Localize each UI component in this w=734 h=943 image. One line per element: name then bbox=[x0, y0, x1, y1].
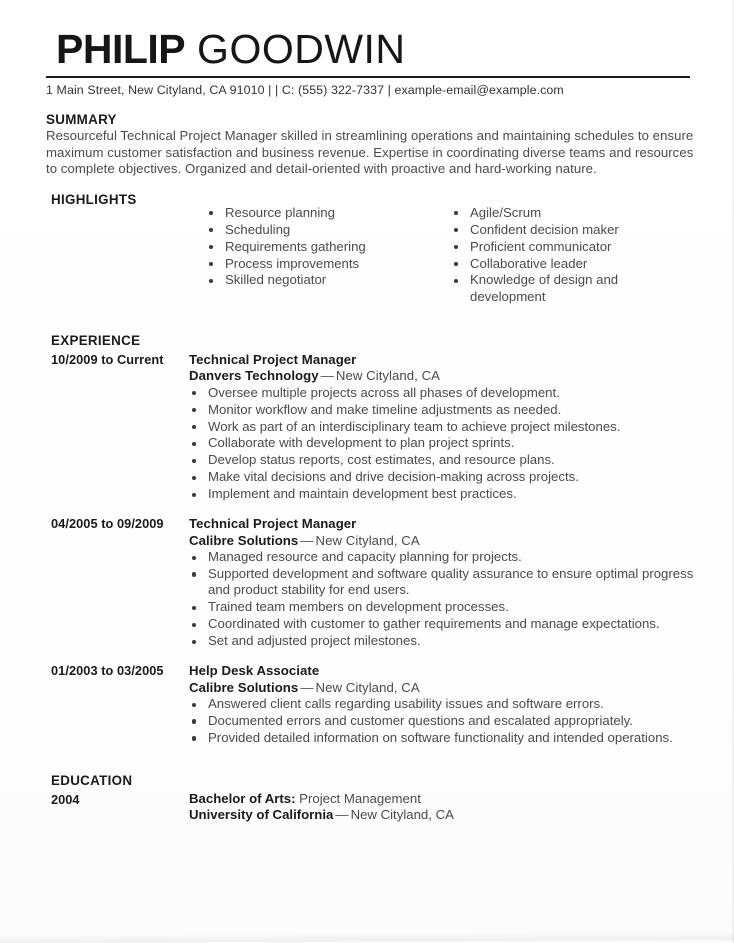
job-company-line bbox=[189, 368, 694, 385]
list-item: Agile/Scrum bbox=[451, 205, 691, 221]
header-divider bbox=[46, 76, 690, 78]
job-company: Calibre Solutions bbox=[189, 679, 299, 695]
job-dates: 01/2003 to 03/2005 bbox=[51, 663, 164, 678]
list-item: Supported development and software quality assurance to ensure optimal progress and product stability for end users. bbox=[189, 566, 694, 599]
list-item: Answered client calls regarding usability issues and software errors. bbox=[189, 696, 694, 712]
list-item: Process improvements bbox=[206, 256, 451, 272]
job-location: New Cityland, CA bbox=[315, 532, 420, 548]
list-item: Resource planning bbox=[206, 205, 451, 221]
highlights-column-1 bbox=[206, 205, 451, 306]
job-title: Technical Project Manager bbox=[189, 516, 357, 532]
education-left-column bbox=[51, 772, 189, 824]
separator-dash: — bbox=[335, 807, 349, 823]
job-company-line bbox=[189, 680, 694, 697]
summary-text: Resourceful Technical Project Manager skilled in streamlining operations and maintaining schedules to ensure maximum customer satisfaction and business revenue. Expertise in coordinating diverse teams and resources to complete objectives. Organized and detail-oriented with proactive and hard-working nature. bbox=[46, 128, 694, 177]
list-item: Scheduling bbox=[206, 222, 451, 238]
job-title: Technical Project Manager bbox=[189, 351, 357, 367]
list-item: Work as part of an interdisciplinary team to achieve project milestones. bbox=[189, 419, 694, 435]
list-item: Knowledge of design and development bbox=[451, 272, 691, 305]
candidate-name bbox=[56, 26, 694, 72]
job-dates: 10/2009 to Current bbox=[51, 351, 164, 367]
list-item: Coordinated with customer to gather requirements and manage expectations. bbox=[189, 616, 694, 632]
list-item: Monitor workflow and make timeline adjustments as needed. bbox=[189, 402, 694, 418]
list-item: Managed resource and capacity planning for projects. bbox=[189, 549, 694, 565]
summary-section bbox=[46, 111, 694, 178]
contact-line: 1 Main Street, New Cityland, CA 91010 | | C: (555) 322-7337 | example-email@example.com bbox=[46, 83, 564, 97]
education-degree-line bbox=[189, 791, 694, 808]
education-details bbox=[189, 772, 694, 824]
job-company-line bbox=[189, 533, 694, 550]
page-edge-shadow-bottom bbox=[0, 932, 734, 943]
summary-heading: SUMMARY bbox=[46, 112, 117, 127]
last-name: GOODWIN bbox=[197, 26, 406, 72]
experience-entry bbox=[46, 352, 694, 503]
separator-dash: — bbox=[320, 368, 334, 384]
list-item: Proficient communicator bbox=[451, 239, 691, 255]
highlights-label-spacer bbox=[46, 191, 206, 306]
education-school-line bbox=[189, 807, 694, 824]
degree-label: Bachelor of Arts: bbox=[189, 790, 296, 806]
job-company: Danvers Technology bbox=[189, 368, 319, 384]
separator-dash: — bbox=[300, 679, 314, 695]
school-name: University of California bbox=[189, 807, 334, 823]
education-year: 2004 bbox=[51, 791, 80, 807]
education-heading: EDUCATION bbox=[51, 772, 133, 788]
list-item: Implement and maintain development best practices. bbox=[189, 486, 694, 502]
list-item: Collaborative leader bbox=[451, 256, 691, 272]
experience-heading: EXPERIENCE bbox=[51, 332, 141, 348]
first-name: PHILIP bbox=[56, 26, 186, 72]
highlights-section bbox=[46, 191, 694, 306]
experience-entry bbox=[46, 516, 694, 650]
list-item: Skilled negotiator bbox=[206, 272, 451, 288]
job-title: Help Desk Associate bbox=[189, 663, 320, 678]
education-section bbox=[46, 772, 694, 824]
list-item: Requirements gathering bbox=[206, 239, 451, 255]
list-item: Make vital decisions and drive decision-making across projects. bbox=[189, 469, 694, 485]
separator-dash: — bbox=[300, 532, 314, 548]
job-details bbox=[189, 516, 694, 650]
degree-field: Project Management bbox=[299, 790, 421, 806]
job-dates: 04/2005 to 09/2009 bbox=[51, 516, 164, 532]
experience-section bbox=[46, 332, 694, 747]
job-bullet-list bbox=[189, 696, 694, 746]
highlights-heading: HIGHLIGHTS bbox=[51, 191, 137, 207]
job-details bbox=[189, 352, 694, 503]
list-item: Provided detailed information on software functionality and intended operations. bbox=[189, 730, 694, 746]
list-item: Set and adjusted project milestones. bbox=[189, 633, 694, 649]
highlights-column-2 bbox=[451, 205, 691, 306]
job-location: New Cityland, CA bbox=[315, 679, 420, 695]
list-item: Trained team members on development processes. bbox=[189, 599, 694, 615]
job-company: Calibre Solutions bbox=[189, 532, 299, 548]
list-item: Collaborate with development to plan project sprints. bbox=[189, 435, 694, 451]
list-item: Confident decision maker bbox=[451, 222, 691, 238]
job-bullet-list bbox=[189, 549, 694, 649]
list-item: Oversee multiple projects across all phases of development. bbox=[189, 385, 694, 401]
job-bullet-list bbox=[189, 385, 694, 503]
list-item: Develop status reports, cost estimates, and resource plans. bbox=[189, 452, 694, 468]
job-details bbox=[189, 663, 694, 747]
list-item: Documented errors and customer questions and escalated appropriately. bbox=[189, 713, 694, 729]
school-location: New Cityland, CA bbox=[350, 807, 454, 823]
resume-content bbox=[46, 26, 694, 824]
experience-entry bbox=[46, 663, 694, 747]
job-location: New Cityland, CA bbox=[335, 368, 441, 384]
